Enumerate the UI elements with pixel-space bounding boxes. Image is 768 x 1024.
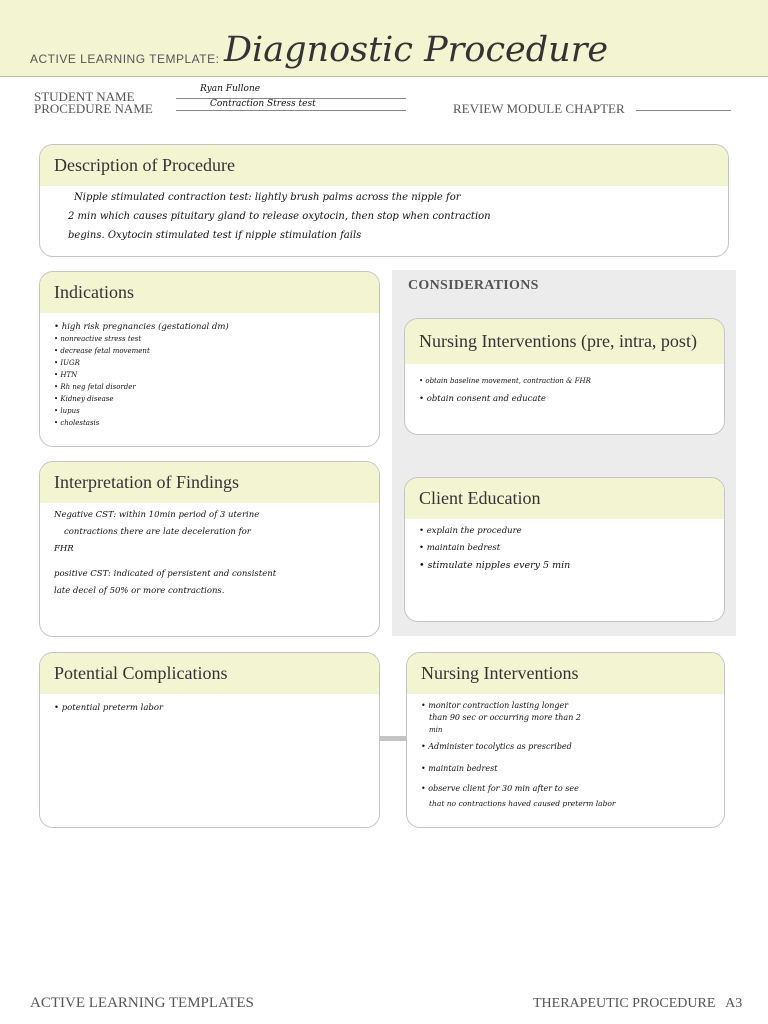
handwritten-line: • observe client for 30 min after to see: [421, 784, 579, 793]
handwritten-line: than 90 sec or occurring more than 2: [429, 713, 581, 722]
nursing-pre-content: [405, 364, 724, 414]
handwritten-line: that no contractions haved caused preterm labor: [429, 799, 616, 808]
handwritten-line: • HTN: [54, 371, 78, 379]
handwritten-line: begins. Oxytocin stimulated test if nipple stimulation fails: [68, 230, 362, 241]
client-education-box: [404, 477, 725, 622]
handwritten-line: contractions there are late deceleration for: [64, 527, 251, 537]
nursing-pre-box: [404, 318, 725, 435]
nursing-interventions-title: Nursing Interventions: [407, 653, 724, 694]
box-connector: [379, 736, 407, 741]
handwritten-line: • IUGR: [54, 359, 80, 367]
handwritten-line: • monitor contraction lasting longer: [421, 701, 569, 710]
interpretation-content: [40, 503, 379, 606]
handwritten-line: • potential preterm labor: [54, 703, 164, 713]
handwritten-line: • stimulate nipples every 5 min: [419, 560, 571, 571]
review-module-label: REVIEW MODULE CHAPTER: [453, 101, 625, 116]
handwritten-line: • maintain bedrest: [421, 764, 498, 773]
nursing-interventions-content: [407, 694, 724, 816]
handwritten-line: late decel of 50% or more contractions.: [54, 586, 225, 596]
footer-right: THERAPEUTIC PROCEDURE A3: [533, 996, 743, 1011]
page-title: Diagnostic Procedure: [224, 30, 609, 70]
handwritten-line: • explain the procedure: [419, 526, 522, 536]
procedure-name-label: PROCEDURE NAME: [34, 101, 153, 116]
handwritten-line: Negative CST: within 10min period of 3 uterine: [54, 510, 260, 520]
handwritten-line: • lupus: [54, 407, 80, 415]
student-name-label: STUDENT NAME: [34, 89, 135, 104]
handwritten-line: min: [429, 726, 443, 734]
handwritten-line: • Administer tocolytics as prescribed: [421, 742, 572, 751]
review-module-line: [636, 110, 731, 111]
handwritten-line: • obtain baseline movement, contraction & FHR: [419, 377, 591, 385]
complications-title: Potential Complications: [40, 653, 379, 694]
complications-box: [39, 652, 380, 828]
client-education-title: Client Education: [405, 478, 724, 519]
handwritten-line: • Rh neg fetal disorder: [54, 383, 136, 391]
nursing-pre-title: Nursing Interventions (pre, intra, post): [405, 319, 724, 364]
procedure-name-value: Contraction Stress test: [210, 99, 316, 109]
indications-box: [39, 271, 380, 447]
handwritten-line: • cholestasis: [54, 419, 100, 427]
description-title: Description of Procedure: [40, 145, 728, 186]
header-divider: [0, 76, 768, 77]
indications-title: Indications: [40, 272, 379, 313]
handwritten-line: • Kidney disease: [54, 395, 114, 403]
procedure-name-line: [176, 110, 406, 111]
student-name-value: Ryan Fullone: [200, 84, 261, 94]
client-education-content: [405, 519, 724, 580]
handwritten-line: FHR: [54, 544, 74, 554]
interpretation-title: Interpretation of Findings: [40, 462, 379, 503]
handwritten-line: positive CST: indicated of persistent and consistent: [54, 569, 277, 579]
handwritten-line: • decrease fetal movement: [54, 347, 150, 355]
complications-content: [40, 694, 379, 723]
handwritten-line: • nonreactive stress test: [54, 335, 142, 343]
handwritten-line: • high risk pregnancies (gestational dm): [54, 322, 229, 332]
indications-content: [40, 313, 379, 435]
nursing-interventions-box: [406, 652, 725, 828]
handwritten-line: Nipple stimulated contraction test: lightly brush palms across the nipple for: [74, 192, 461, 203]
template-label: ACTIVE LEARNING TEMPLATE:: [30, 52, 220, 66]
handwritten-line: • obtain consent and educate: [419, 394, 546, 404]
description-box: [39, 144, 729, 257]
handwritten-line: 2 min which causes pituitary gland to release oxytocin, then stop when contraction: [68, 211, 491, 222]
footer-left: ACTIVE LEARNING TEMPLATES: [30, 995, 254, 1011]
considerations-title: CONSIDERATIONS: [408, 278, 539, 293]
description-content: [40, 186, 728, 251]
handwritten-line: • maintain bedrest: [419, 543, 501, 553]
interpretation-box: [39, 461, 380, 637]
